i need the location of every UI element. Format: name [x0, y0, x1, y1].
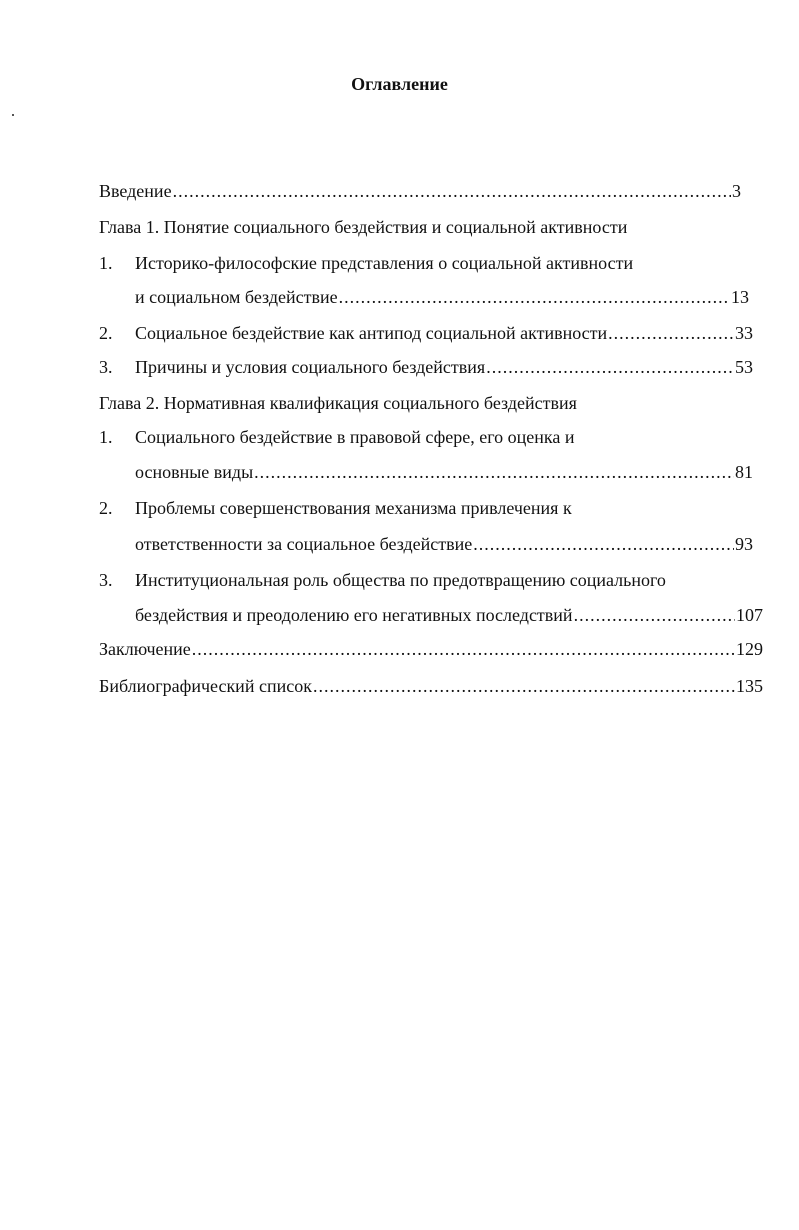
toc-page-number: 129	[736, 639, 763, 659]
toc-entry-label: бездействия и преодолению его негативных последствий	[135, 605, 573, 625]
toc-item-text: Институциональная роль общества по предотвращению социального	[135, 570, 666, 590]
toc-item-number: 1.	[99, 427, 113, 447]
toc-item-text: Историко-философские представления о социальной активности	[135, 253, 634, 273]
toc-entry-intro	[99, 180, 741, 202]
toc-item-text: Проблемы совершенствования механизма привлечения к	[135, 498, 572, 518]
toc-page-number: 13	[731, 287, 749, 307]
toc-title: Оглавление	[351, 74, 448, 94]
toc-entry-2-3	[135, 604, 763, 626]
toc-entry-2-1	[135, 461, 753, 483]
toc-item-number: 2.	[99, 498, 113, 518]
toc-entry-1-1	[135, 286, 749, 308]
toc-entry-1-2	[135, 322, 753, 344]
toc-entry-bibliography	[99, 675, 763, 697]
toc-item-text: Социального бездействие в правовой сфере, его оценка и	[135, 427, 575, 447]
toc-chapter-2: Глава 2. Нормативная квалификация социального бездействия	[99, 393, 577, 413]
toc-entry-label: ответственности за социальное бездействие	[135, 534, 473, 554]
toc-page-number: 53	[735, 357, 753, 377]
toc-entry-label: Заключение	[99, 639, 191, 659]
toc-page-number: 93	[735, 534, 753, 554]
toc-entry-label: Социальное бездействие как антипод социальной активности	[135, 323, 608, 343]
toc-page-number: 135	[736, 676, 763, 696]
toc-page-number: 3	[732, 181, 741, 201]
toc-entry-1-3	[135, 356, 753, 378]
toc-page-number: 107	[736, 605, 763, 625]
toc-entry-2-2	[135, 533, 753, 555]
dot-leader	[339, 286, 730, 308]
dot-leader	[608, 322, 734, 344]
toc-item-number: 3.	[99, 357, 113, 377]
dot-leader	[173, 180, 731, 202]
dot-leader	[313, 675, 735, 697]
dot-leader	[192, 638, 735, 660]
toc-chapter-1: Глава 1. Понятие социального бездействия и социальной активности	[99, 217, 628, 237]
dot-leader	[486, 356, 734, 378]
toc-entry-label: Причины и условия социального бездействия	[135, 357, 486, 377]
toc-item-number: 3.	[99, 570, 113, 590]
dot-leader	[254, 461, 734, 483]
toc-item-number: 1.	[99, 253, 113, 273]
toc-entry-conclusion	[99, 638, 763, 660]
dot-leader	[574, 604, 735, 626]
toc-entry-label: Введение	[99, 181, 172, 201]
toc-entry-label: основные виды	[135, 462, 254, 482]
toc-page-number: 33	[735, 323, 753, 343]
toc-entry-label: Библиографический список	[99, 676, 312, 696]
toc-entry-label: и социальном бездействие	[135, 287, 338, 307]
scan-speck	[12, 114, 14, 116]
toc-item-number: 2.	[99, 323, 113, 343]
dot-leader	[473, 533, 734, 555]
toc-page-number: 81	[735, 462, 753, 482]
